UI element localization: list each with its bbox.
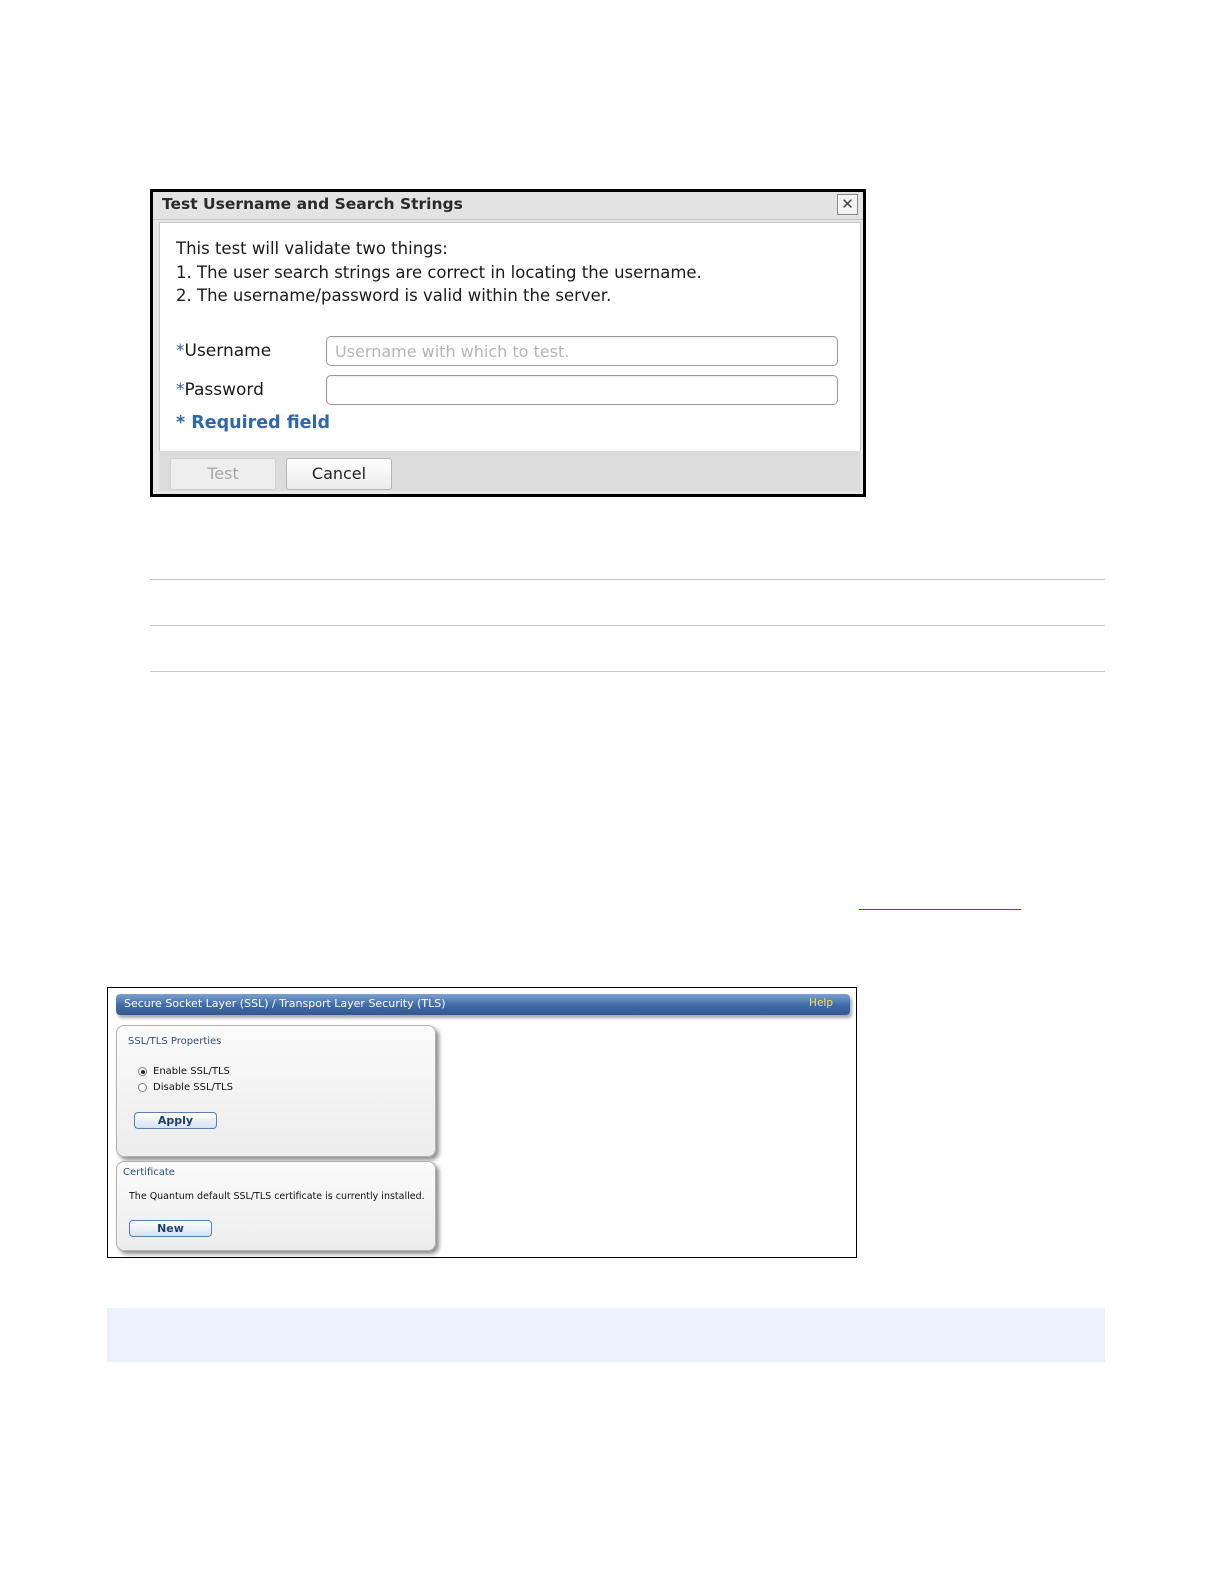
dialog-body: [159, 222, 861, 452]
radio-selected-icon[interactable]: [138, 1067, 147, 1076]
dialog-footer: [159, 451, 861, 491]
divider-line: [150, 625, 1105, 626]
panel-header: [116, 994, 850, 1015]
link-underline[interactable]: [859, 909, 1021, 910]
new-certificate-button[interactable]: New: [129, 1220, 212, 1237]
ssl-properties-title: SSL/TLS Properties: [128, 1036, 222, 1047]
username-input[interactable]: [326, 336, 838, 366]
dialog-title-bar: [153, 192, 863, 220]
intro-line-2: 1. The user search strings are correct in locating the username.: [176, 263, 702, 282]
divider-line: [150, 579, 1105, 580]
help-link[interactable]: Help: [809, 997, 833, 1009]
dialog-title: Test Username and Search Strings: [162, 195, 463, 213]
disable-ssl-option[interactable]: [138, 1082, 233, 1093]
test-button[interactable]: Test: [170, 458, 276, 490]
required-star: *: [176, 341, 185, 361]
ssl-tls-panel: [107, 987, 857, 1258]
radio-unselected-icon[interactable]: [138, 1083, 147, 1092]
enable-ssl-label: Enable SSL/TLS: [153, 1066, 230, 1077]
apply-button[interactable]: Apply: [134, 1112, 217, 1129]
test-username-dialog: [150, 189, 866, 497]
disable-ssl-label: Disable SSL/TLS: [153, 1082, 233, 1093]
close-icon[interactable]: ✕: [837, 194, 858, 215]
required-field-note: * Required field: [176, 413, 331, 433]
divider-line: [150, 671, 1105, 672]
certificate-status: The Quantum default SSL/TLS certificate is currently installed.: [129, 1191, 425, 1202]
username-label: [176, 341, 271, 361]
required-star: *: [176, 380, 185, 400]
note-box: [107, 1308, 1105, 1362]
enable-ssl-option[interactable]: [138, 1066, 230, 1077]
certificate-title: Certificate: [123, 1167, 175, 1178]
cancel-button[interactable]: Cancel: [286, 458, 392, 490]
password-label-text: Password: [184, 380, 264, 400]
password-input[interactable]: [326, 375, 838, 405]
password-label: [176, 380, 264, 400]
panel-title: Secure Socket Layer (SSL) / Transport Layer Security (TLS): [124, 997, 446, 1010]
intro-line-3: 2. The username/password is valid within the server.: [176, 286, 612, 305]
ssl-properties-box: [116, 1025, 436, 1157]
username-label-text: Username: [184, 341, 272, 361]
intro-line-1: This test will validate two things:: [176, 239, 448, 258]
certificate-box: [116, 1161, 436, 1251]
